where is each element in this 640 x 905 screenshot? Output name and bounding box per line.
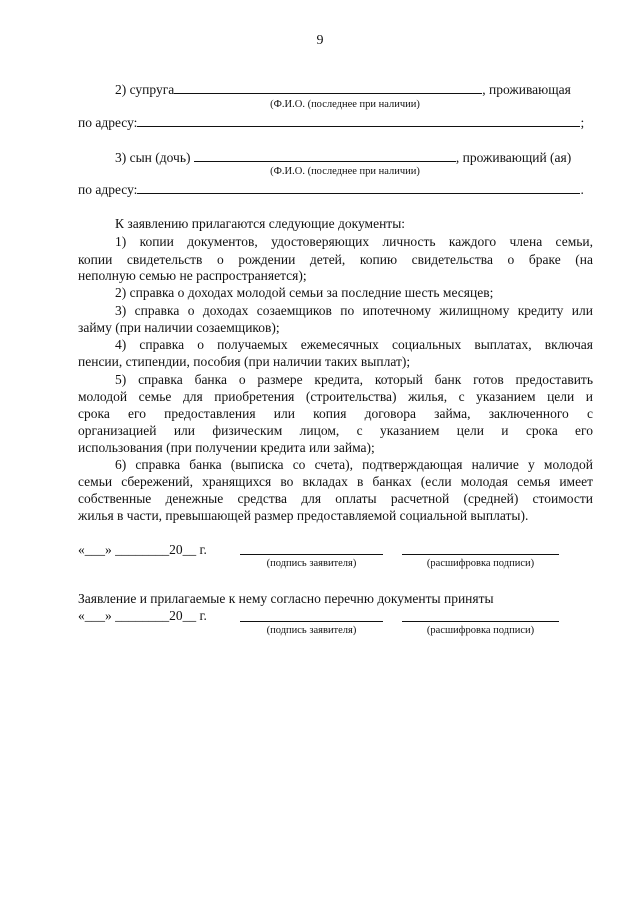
documents-intro: К заявлению прилагаются следующие документы: [115,216,406,231]
signature-caption: (подпись заявителя) [266,558,357,569]
spouse-label: 2) супруга [115,82,175,97]
doc-item-6-line-3: собственные денежные средства для оплаты расчетной (средней) стоимости [78,491,593,506]
spouse-suffix: , проживающая [482,82,571,97]
child-label: 3) сын (дочь) [115,150,191,165]
signature-date[interactable]: «___» ________20__ г. [78,542,207,557]
spouse-name-caption: (Ф.И.О. (последнее при наличии) [270,99,420,110]
doc-item-4-line-1: 4) справка о получаемых ежемесячных социальных выплатах, включая [115,337,593,352]
child-line [115,148,590,167]
child-name-field[interactable] [194,148,456,162]
doc-item-3-line-1: 3) справка о доходах созаемщиков по ипотечному жилищному кредиту или [115,303,593,318]
doc-item-5-line-4: организацией или физическим лицом, с указанием цели и срока его [78,423,593,438]
doc-item-3-line-2: займу (при наличии созаемщиков); [78,320,280,335]
doc-item-6-line-4: жилья в части, превышающей размер предоставляемой социальной выплаты). [78,508,529,523]
acceptance-decode-field[interactable] [402,621,559,622]
acceptance-text: Заявление и прилагаемые к нему согласно перечню документы приняты [78,591,494,606]
signature-field[interactable] [240,554,383,555]
spouse-name-field[interactable] [174,80,482,94]
spouse-address-line [78,113,593,132]
child-address-end: . [580,182,584,197]
doc-item-1-line-3: неполную семью не распространяется); [78,268,307,283]
doc-item-5-line-1: 5) справка банка о размере кредита, который банк готов предоставить [115,372,593,387]
child-address-line [78,180,593,199]
acceptance-signature-caption: (подпись заявителя) [266,625,357,636]
doc-item-1-line-1: 1) копии документов, удостоверяющих личность каждого члена семьи, [115,234,593,249]
child-suffix: , проживающий (ая) [455,150,572,165]
spouse-line [115,80,590,99]
doc-item-5-line-5: использования (при получении кредита или займа); [78,440,375,455]
signature-decode-field[interactable] [402,554,559,555]
spouse-address-field[interactable] [137,113,580,127]
acceptance-decode-caption: (расшифровка подписи) [426,625,535,636]
acceptance-signature-field[interactable] [240,621,383,622]
doc-item-6-line-1: 6) справка банка (выписка со счета), подтверждающая наличие у молодой [115,457,593,472]
child-address-label: по адресу: [78,182,138,197]
acceptance-date[interactable]: «___» ________20__ г. [78,608,207,623]
page-number: 9 [316,33,324,48]
doc-item-5-line-2: молодой семье для приобретения (строительства) жилья, с указанием цели и [78,389,593,404]
doc-item-6-line-2: семьи сбережений, хранящихся во вкладах в банках (если молодая семья имеет [78,474,593,489]
child-name-caption: (Ф.И.О. (последнее при наличии) [270,166,420,177]
spouse-address-label: по адресу: [78,115,138,130]
doc-item-4-line-2: пенсии, стипендии, пособия (при наличии таких выплат); [78,354,411,369]
signature-decode-caption: (расшифровка подписи) [426,558,535,569]
doc-item-2: 2) справка о доходах молодой семьи за последние шесть месяцев; [115,285,494,300]
child-address-field[interactable] [137,180,580,194]
doc-item-1-line-2: копии свидетельств о рождении детей, копию свидетельства о браке (на [78,252,593,267]
doc-item-5-line-3: срока его предоставления или копия договора займа, заключенного с [78,406,593,421]
spouse-address-end: ; [580,115,585,130]
